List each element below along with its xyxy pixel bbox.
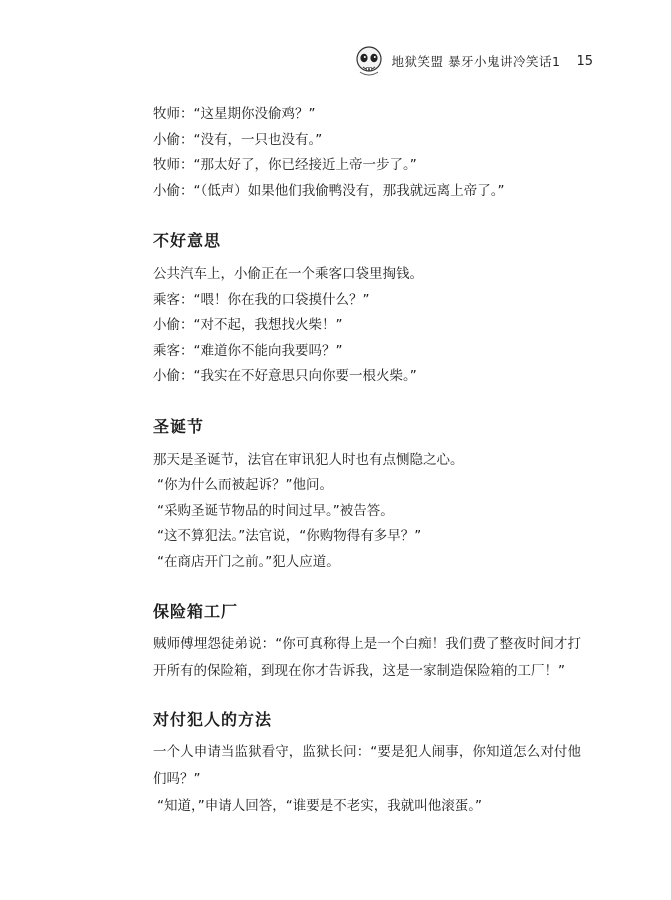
story-line: “在商店开门之前。”犯人应道。 xyxy=(157,553,340,570)
dialogue-line: 乘客：“难道你不能向我要吗？” xyxy=(153,342,343,359)
story-paragraph: “知道，”申请人回答，“谁要是不老实，我就叫他滚蛋。” xyxy=(157,798,482,814)
section-dui-fu-fan-ren xyxy=(153,707,581,820)
dialogue-line: 小偷：“（低声）如果他们我偷鸭没有，那我就远离上帝了。” xyxy=(153,182,505,199)
section-bu-hao-yi-si xyxy=(153,228,581,390)
section-title: 保险箱工厂 xyxy=(153,602,239,621)
section-bao-xian-xiang xyxy=(153,599,581,685)
dialogue-line: 小偷：“没有，一只也没有。” xyxy=(153,131,323,148)
section-title: 圣诞节 xyxy=(153,416,205,436)
skull-mascot-icon xyxy=(354,45,384,77)
section-title: 不好意思 xyxy=(153,231,222,250)
dialogue-line: 牧师：“这星期你没偷鸡？” xyxy=(153,106,316,122)
dialogue-line: 小偷：“对不起，我想找火柴！” xyxy=(153,317,343,333)
dialogue-line: 乘客：“喂！你在我的口袋摸什么？” xyxy=(153,291,370,308)
story-line: “这不算犯法。”法官说，“你购物得有多早？” xyxy=(157,528,422,544)
header-title: 地狱笑盟 暴牙小鬼讲冷笑话1 xyxy=(391,54,561,69)
intro-dialogue xyxy=(153,102,581,204)
page-number: 15 xyxy=(576,53,593,69)
section-title: 对付犯人的方法 xyxy=(153,710,273,729)
dialogue-line: 小偷：“我实在不好意思只向你要一根火柴。” xyxy=(153,368,417,384)
page-body xyxy=(153,102,581,820)
story-paragraph: 贼师傅埋怨徒弟说：“你可真称得上是一个白痴！我们费了整夜时间才打开所有的保险箱，到现在你才告诉我，这是一家制造保险箱的工厂！” xyxy=(153,636,581,679)
story-line: “你为什么而被起诉？”他问。 xyxy=(157,477,333,493)
story-line: 那天是圣诞节，法官在审讯犯人时也有点恻隐之心。 xyxy=(153,451,464,468)
story-paragraph: 一个人申请当监狱看守，监狱长问：“要是犯人闹事，你知道怎么对付他们吗？” xyxy=(153,744,581,787)
dialogue-line: 公共汽车上，小偷正在一个乘客口袋里掏钱。 xyxy=(153,266,423,282)
section-sheng-dan-jie xyxy=(153,414,581,576)
story-line: “采购圣诞节物品的时间过早。”被告答。 xyxy=(157,502,394,519)
running-header xyxy=(354,44,593,78)
dialogue-line: 牧师：“那太好了，你已经接近上帝一步了。” xyxy=(153,157,417,173)
